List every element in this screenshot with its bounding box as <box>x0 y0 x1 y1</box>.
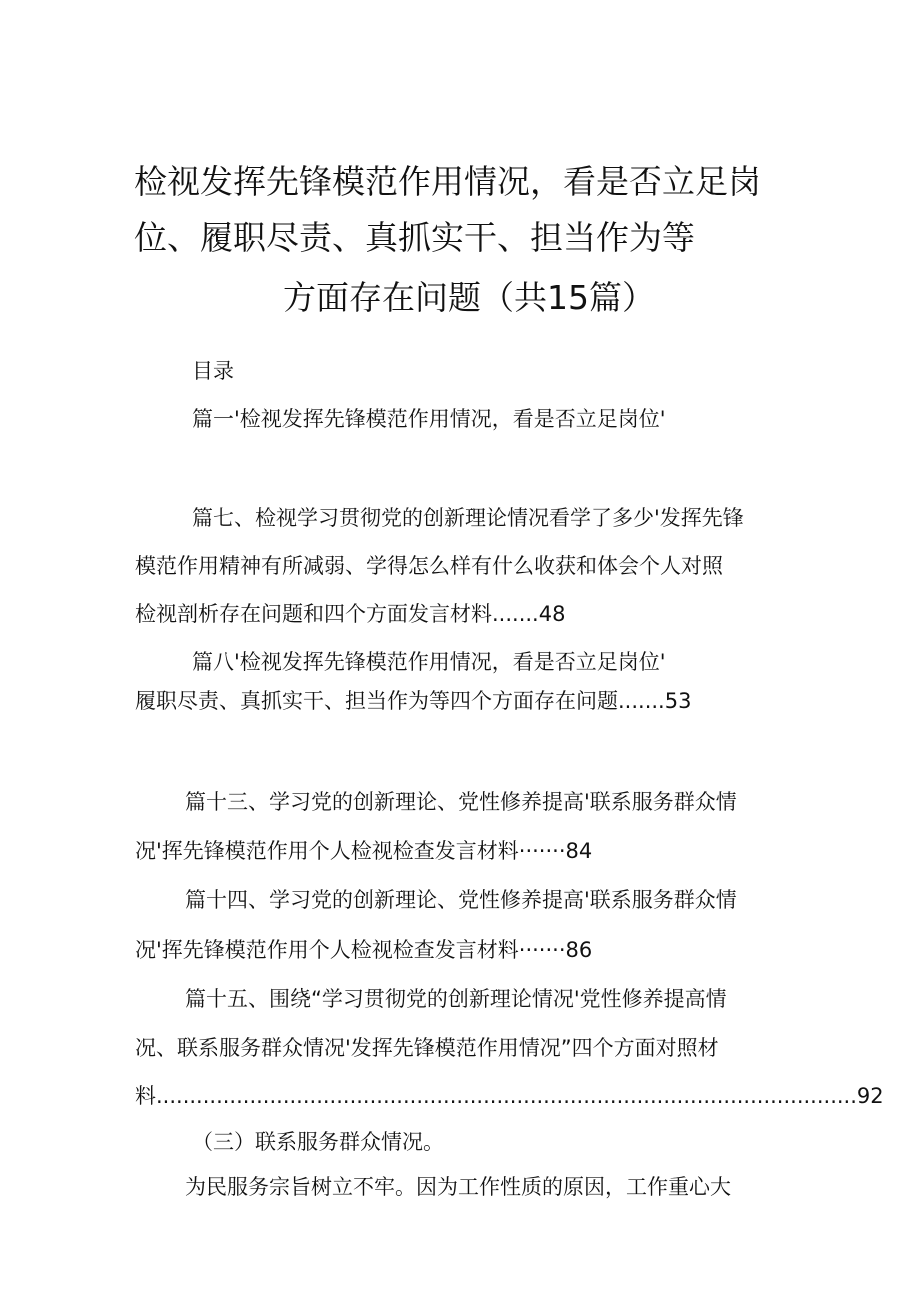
toc-entry-14-line-2: 况'挥先锋模范作用个人检视检查发言材料·······86 <box>135 938 593 962</box>
body-paragraph: 为民服务宗旨树立不牢。因为工作性质的原因，工作重心大 <box>185 1175 731 1199</box>
toc-heading: 目录 <box>192 359 234 383</box>
toc-entry-1: 篇一'检视发挥先锋模范作用情况，看是否立足岗位' <box>192 407 666 431</box>
section-heading: （三）联系服务群众情况。 <box>192 1130 444 1154</box>
toc-entry-7-line-1: 篇七、检视学习贯彻党的创新理论情况看学了多少'发挥先锋 <box>192 506 744 530</box>
document-title-line-1: 检视发挥先锋模范作用情况，看是否立足岗 <box>134 162 761 201</box>
toc-entry-13-line-2: 况'挥先锋模范作用个人检视检查发言材料·······84 <box>135 839 593 863</box>
toc-entry-15-line-3: 料.........................................................................................................92 <box>135 1084 884 1108</box>
toc-entry-8-line-1: 篇八'检视发挥先锋模范作用情况，看是否立足岗位' <box>192 650 666 674</box>
toc-entry-15-line-2: 况、联系服务群众情况'发挥先锋模范作用情况”四个方面对照材 <box>135 1036 719 1060</box>
toc-entry-14-line-1: 篇十四、学习党的创新理论、党性修养提高'联系服务群众情 <box>185 888 737 912</box>
document-title-line-2: 位、履职尽责、真抓实干、担当作为等 <box>134 218 695 257</box>
toc-entry-13-line-1: 篇十三、学习党的创新理论、党性修养提高'联系服务群众情 <box>185 790 737 814</box>
toc-entry-15-line-1: 篇十五、围绕“学习贯彻党的创新理论情况'党性修养提高情 <box>185 987 727 1011</box>
toc-entry-7-line-2: 模范作用精神有所减弱、学得怎么样有什么收获和体会个人对照 <box>135 554 723 578</box>
document-title-line-3: 方面存在问题（共15篇） <box>283 278 655 317</box>
toc-entry-7-line-3: 检视剖析存在问题和四个方面发言材料.......48 <box>135 602 566 626</box>
toc-entry-8-line-2: 履职尽责、真抓实干、担当作为等四个方面存在问题.......53 <box>135 689 692 713</box>
